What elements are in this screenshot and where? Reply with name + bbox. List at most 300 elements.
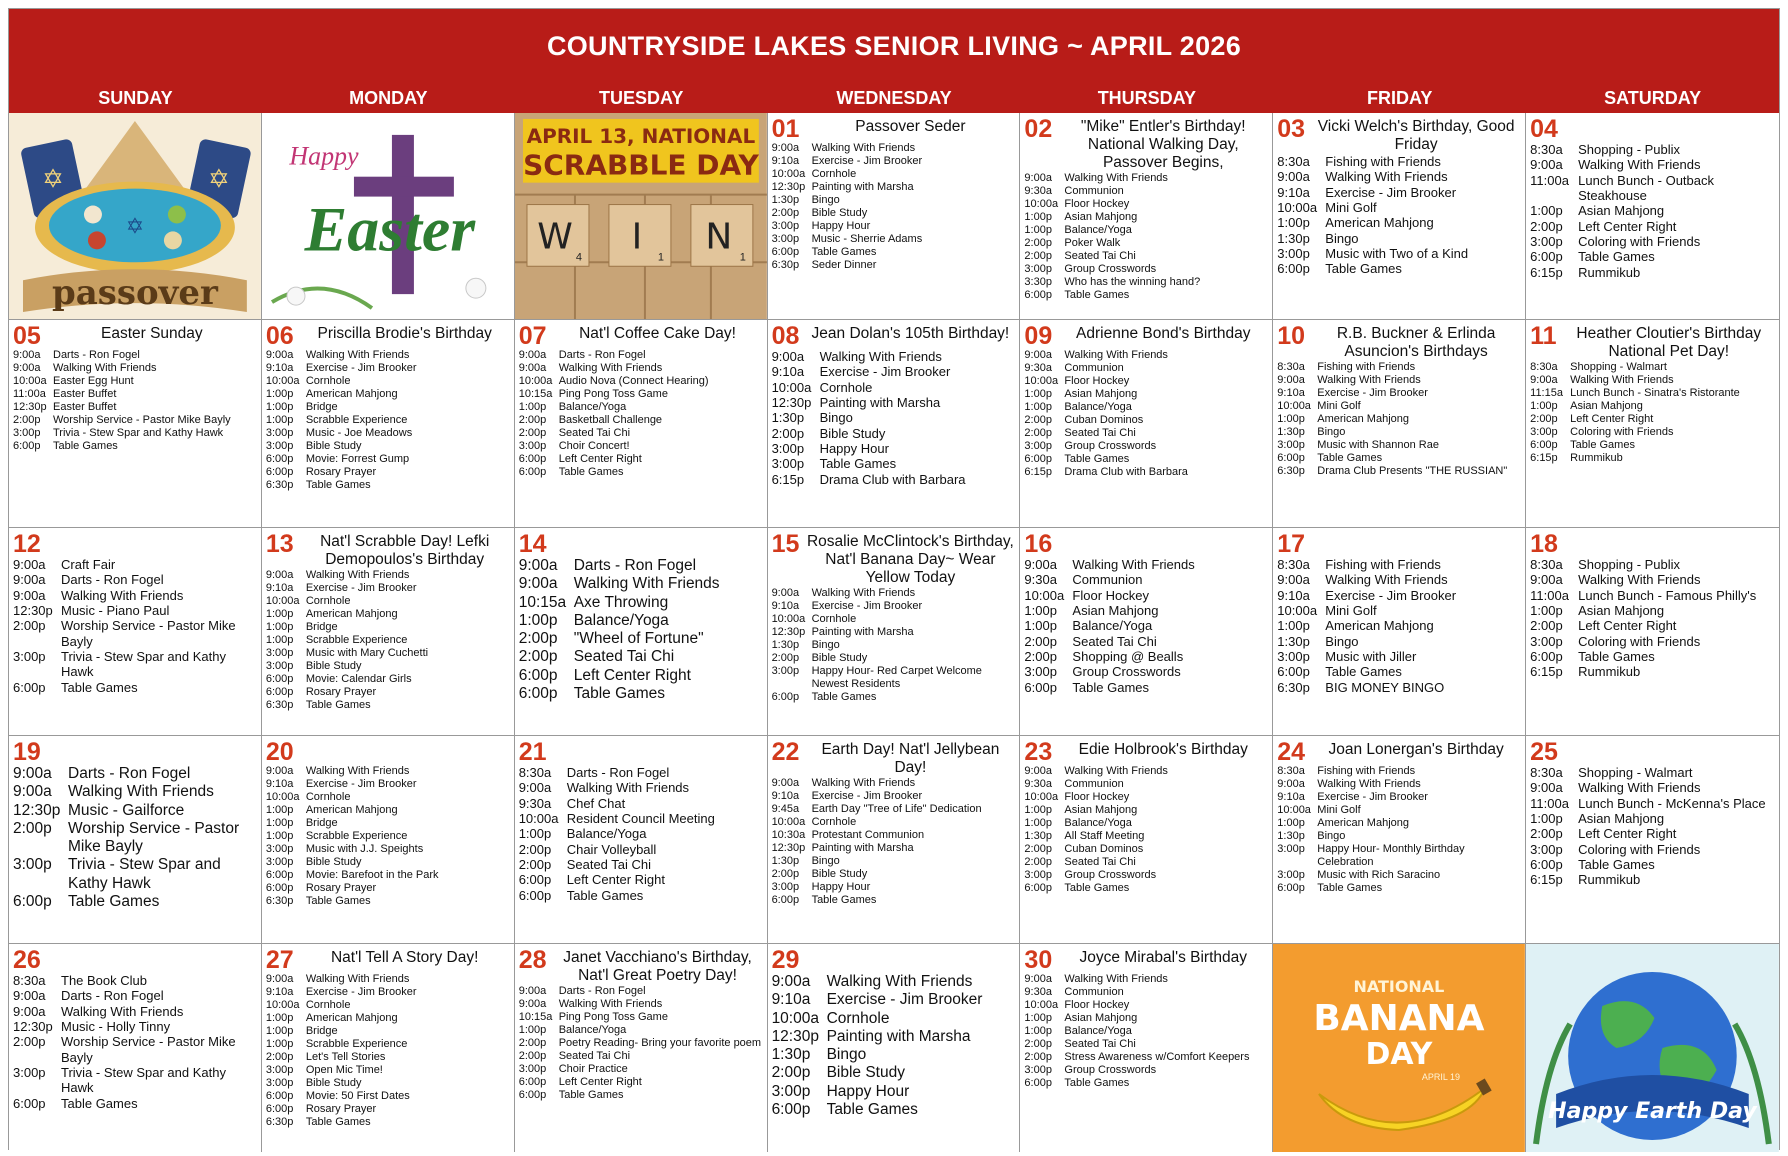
scrabble-line1: APRIL 13, NATIONAL	[526, 123, 755, 148]
event-time: 3:30p	[1024, 275, 1052, 288]
event-item	[1530, 439, 1775, 452]
event-name: Trivia - Stew Spar and Kathy Hawk	[61, 648, 226, 680]
event-item	[519, 842, 763, 857]
event-time: 1:00p	[265, 413, 294, 426]
event-time: 1:00p	[265, 387, 294, 400]
event-list	[266, 569, 510, 712]
event-name: American Mahjong	[1317, 412, 1409, 425]
event-item	[266, 1012, 510, 1025]
event-name: Resident Council Meeting	[566, 810, 715, 826]
event-name: Floor Hockey	[1064, 374, 1130, 387]
day-cell	[1526, 320, 1779, 528]
event-item	[1277, 588, 1521, 603]
event-item	[772, 855, 1016, 868]
event-item	[266, 388, 510, 401]
event-name: Lunch Bunch - Famous Philly's	[1578, 587, 1757, 603]
event-item	[1277, 154, 1521, 169]
day-number: 11	[1530, 322, 1557, 350]
day-title	[300, 740, 510, 741]
event-item	[519, 466, 763, 479]
event-time: 6:00p	[265, 465, 294, 478]
event-time: 6:00p	[265, 868, 294, 881]
event-item	[1530, 826, 1775, 841]
event-time: 3:00p	[265, 1076, 294, 1089]
event-time: 1:30p	[771, 1046, 811, 1064]
event-time: 6:00p	[13, 439, 41, 452]
event-time: 1:00p	[1024, 387, 1052, 400]
event-list	[1277, 557, 1521, 695]
event-time: 9:00a	[13, 572, 46, 588]
event-time: 6:30p	[265, 1115, 294, 1128]
event-name: Left Center Right	[1570, 412, 1654, 425]
event-time: 6:00p	[518, 452, 547, 465]
day-cell	[262, 736, 515, 944]
event-time: 9:45a	[771, 802, 800, 815]
event-name: Fishing with Friends	[1325, 154, 1441, 169]
event-time: 3:00p	[1530, 841, 1563, 857]
event-name: Coloring with Friends	[1578, 633, 1701, 649]
event-item	[1277, 882, 1521, 895]
event-name: Audio Nova (Connect Hearing)	[558, 374, 709, 387]
event-time: 12:30p	[13, 602, 53, 618]
day-cell	[768, 320, 1021, 528]
day-title: Nat'l Coffee Cake Day!	[579, 325, 736, 342]
svg-text:✡: ✡	[42, 164, 64, 195]
event-name: Trivia - Stew Spar and Kathy Hawk	[53, 426, 224, 439]
event-name: Cornhole	[819, 379, 873, 395]
day-cell	[1273, 528, 1526, 736]
event-name: Balance/Yoga	[1072, 618, 1153, 634]
scrabble-tile-letter: I	[631, 216, 642, 258]
event-time: 6:00p	[265, 1102, 294, 1115]
event-item	[772, 246, 1016, 259]
event-time: 3:00p	[1530, 233, 1563, 249]
event-item	[1277, 634, 1521, 649]
event-name: Table Games	[305, 894, 371, 907]
event-item	[1024, 1064, 1268, 1077]
event-item	[519, 826, 763, 841]
event-name: Choir Concert!	[558, 439, 630, 452]
event-item	[13, 649, 257, 680]
event-name: Ping Pong Toss Game	[558, 387, 668, 400]
event-name: Group Crosswords	[1064, 868, 1157, 881]
event-time: 3:00p	[13, 426, 41, 439]
day-title: Easter Sunday	[100, 325, 203, 342]
event-item	[1024, 198, 1268, 211]
day-cell	[262, 944, 515, 1152]
event-name: Walking With Friends	[1072, 557, 1195, 572]
event-time: 2:00p	[1530, 826, 1563, 842]
event-item	[1024, 765, 1268, 778]
event-name: Seder Dinner	[811, 258, 877, 271]
event-time: 1:00p	[265, 607, 294, 620]
event-time: 9:10a	[771, 789, 800, 802]
event-name: Balance/Yoga	[558, 1023, 627, 1036]
event-name: Seated Tai Chi	[573, 648, 675, 666]
event-name: Exercise - Jim Brooker	[1317, 790, 1428, 803]
event-time: 2:00p	[771, 867, 800, 880]
event-item	[1024, 427, 1268, 440]
day-title: Rosalie McClintock's Birthday, Nat'l Banana Day~ Wear Yellow Today	[806, 533, 1014, 586]
event-name: Bingo	[1317, 425, 1346, 438]
event-time: 9:10a	[771, 599, 800, 612]
event-name: Seated Tai Chi	[1072, 633, 1157, 649]
day-header	[772, 117, 1016, 142]
weekday-header: TUESDAY	[598, 88, 684, 108]
scrabble-tile-score: 1	[739, 251, 746, 264]
event-item	[1277, 261, 1521, 276]
event-item	[1024, 289, 1268, 302]
day-number: 19	[13, 738, 41, 766]
event-time: 12:30p	[771, 841, 806, 854]
event-item	[772, 842, 1016, 855]
event-name: Table Games	[1064, 881, 1130, 894]
day-number: 21	[518, 738, 547, 766]
event-name: Darts - Ron Fogel	[68, 765, 191, 782]
event-time: 3:00p	[771, 880, 800, 893]
event-time: 1:00p	[518, 611, 558, 629]
event-time: 1:00p	[265, 633, 294, 646]
event-item	[266, 856, 510, 869]
event-name: Ping Pong Toss Game	[558, 1010, 668, 1023]
event-name: Left Center Right	[558, 452, 642, 465]
event-time: 1:00p	[518, 826, 552, 842]
event-time: 2:00p	[1024, 1037, 1052, 1050]
event-time: 2:00p	[1024, 236, 1052, 249]
event-name: Table Games	[1578, 249, 1655, 265]
day-header	[772, 532, 1016, 587]
event-name: Walking With Friends	[1578, 572, 1701, 588]
event-time: 9:00a	[1530, 157, 1563, 173]
event-time: 10:00a	[265, 374, 300, 387]
event-time: 12:30p	[771, 180, 806, 193]
event-name: Left Center Right	[1578, 218, 1677, 234]
day-number: 09	[1024, 322, 1053, 350]
event-name: Table Games	[61, 679, 138, 695]
event-time: 6:15p	[771, 471, 805, 487]
event-item	[772, 456, 1016, 471]
banana-line3: DAY	[1365, 1036, 1433, 1073]
event-name: Cornhole	[305, 998, 351, 1011]
event-name: Floor Hockey	[1064, 197, 1130, 210]
event-time: 3:00p	[265, 842, 294, 855]
event-item	[519, 414, 763, 427]
event-item	[266, 582, 510, 595]
event-time: 6:00p	[518, 666, 558, 684]
event-item	[1277, 557, 1521, 572]
day-header	[519, 324, 763, 349]
event-item	[1024, 588, 1268, 603]
event-time: 1:00p	[265, 816, 294, 829]
event-time: 6:00p	[265, 1089, 294, 1102]
event-time: 1:00p	[1277, 215, 1310, 231]
event-list	[266, 973, 510, 1129]
event-name: Movie: Forrest Gump	[305, 452, 410, 465]
event-item	[519, 811, 763, 826]
day-number: 22	[771, 738, 800, 766]
event-name: Walking With Friends	[1064, 973, 1168, 985]
event-time: 6:00p	[518, 1075, 547, 1088]
event-name: Fishing with Friends	[1317, 361, 1416, 373]
event-item	[1277, 413, 1521, 426]
event-time: 6:00p	[1024, 288, 1052, 301]
event-name: Asian Mahjong	[1570, 399, 1643, 412]
event-time: 3:00p	[1530, 425, 1558, 438]
event-item	[1277, 830, 1521, 843]
event-item	[1024, 830, 1268, 843]
event-name: Drama Club Presents "THE RUSSIAN"	[1317, 464, 1508, 477]
event-item	[13, 893, 257, 911]
event-name: American Mahjong	[305, 387, 398, 400]
event-name: Worship Service - Pastor Mike Bayly	[61, 1034, 236, 1065]
event-item	[772, 803, 1016, 816]
event-item	[266, 634, 510, 647]
event-time: 2:00p	[1024, 633, 1057, 649]
event-item	[519, 575, 763, 593]
event-item	[266, 1051, 510, 1064]
event-time: 6:15p	[1530, 664, 1563, 680]
event-time: 10:15a	[518, 1010, 553, 1023]
event-item	[519, 872, 763, 887]
event-time: 2:00p	[1024, 842, 1052, 855]
event-name: Table Games	[68, 892, 160, 910]
event-time: 9:30a	[1024, 184, 1052, 197]
earth-caption: Happy Earth Day	[1548, 1099, 1757, 1124]
event-item	[1024, 1025, 1268, 1038]
event-item	[266, 778, 510, 791]
event-time: 10:15a	[518, 387, 553, 400]
event-name: Cornhole	[811, 612, 857, 625]
weekday-header: SATURDAY	[1604, 88, 1702, 108]
event-time: 9:30a	[1024, 777, 1052, 790]
event-name: Bible Study	[811, 206, 868, 219]
event-time: 9:00a	[518, 985, 547, 997]
event-item	[772, 790, 1016, 803]
event-item	[266, 869, 510, 882]
event-time: 2:00p	[1024, 1050, 1052, 1063]
weekday-header: THURSDAY	[1097, 88, 1197, 108]
event-time: 1:00p	[1024, 602, 1057, 618]
day-title: Nat'l Scrabble Day! Lefki Demopoulos's Birthday	[320, 533, 490, 568]
calendar	[8, 8, 1780, 1150]
event-item	[266, 375, 510, 388]
day-number: 25	[1530, 738, 1558, 766]
event-time: 3:00p	[1024, 868, 1052, 881]
event-time: 1:00p	[1024, 803, 1052, 816]
event-item	[1530, 618, 1775, 633]
event-item	[772, 665, 1016, 691]
event-item	[1530, 157, 1775, 172]
event-name: Earth Day "Tree of Life" Dedication	[811, 802, 982, 815]
event-item	[1024, 603, 1268, 618]
event-time: 6:00p	[518, 684, 558, 702]
event-item	[266, 660, 510, 673]
event-name: Balance/Yoga	[1064, 1024, 1132, 1037]
event-name: Darts - Ron Fogel	[558, 349, 646, 361]
event-item	[13, 1096, 257, 1111]
event-time: 3:00p	[1024, 664, 1057, 680]
event-time: 9:10a	[771, 991, 811, 1009]
event-list	[1024, 973, 1268, 1090]
event-time: 2:00p	[771, 425, 805, 441]
event-time: 1:00p	[1530, 810, 1563, 826]
event-time: 2:00p	[771, 1064, 811, 1082]
event-name: Cornhole	[305, 790, 351, 803]
event-item	[1530, 780, 1775, 795]
scrabble-tile-score: 1	[657, 251, 664, 264]
event-time: 1:00p	[265, 620, 294, 633]
event-item	[1530, 413, 1775, 426]
banana-day-image	[1273, 944, 1526, 1152]
event-item	[519, 427, 763, 440]
day-title: Joyce Mirabal's Birthday	[1079, 949, 1247, 966]
event-name: Group Crosswords	[1072, 664, 1181, 680]
event-name: Bridge	[305, 816, 338, 829]
event-name: Asian Mahjong	[1064, 387, 1138, 400]
event-time: 2:00p	[518, 426, 547, 439]
event-time: 9:00a	[518, 361, 547, 374]
event-time: 9:30a	[1024, 985, 1052, 998]
event-item	[772, 639, 1016, 652]
event-name: Table Games	[811, 245, 877, 258]
event-time: 9:00a	[771, 973, 811, 990]
event-name: Worship Service - Pastor Mike Bayly	[61, 618, 236, 649]
event-time: 3:00p	[265, 426, 294, 439]
event-time: 1:00p	[1024, 210, 1052, 223]
event-time: 9:10a	[1277, 386, 1305, 399]
event-item	[772, 587, 1016, 600]
event-item	[1530, 634, 1775, 649]
scrabble-tile-score: 4	[575, 251, 582, 264]
day-cell	[768, 528, 1021, 736]
event-time: 2:00p	[771, 651, 800, 664]
day-cell	[515, 528, 768, 736]
day-cell	[9, 528, 262, 736]
event-item	[1024, 680, 1268, 695]
event-time: 9:00a	[518, 997, 547, 1010]
event-name: Asian Mahjong	[1072, 602, 1159, 618]
event-name: Bingo	[826, 1046, 867, 1064]
event-item	[1277, 804, 1521, 817]
event-name: American Mahjong	[305, 1011, 398, 1024]
event-name: Mini Golf	[1317, 803, 1361, 816]
event-time: 6:00p	[518, 872, 552, 888]
event-time: 9:00a	[1277, 572, 1310, 588]
event-item	[266, 843, 510, 856]
event-item	[266, 804, 510, 817]
event-time: 1:30p	[1024, 829, 1052, 842]
event-item	[1024, 843, 1268, 856]
event-item	[266, 765, 510, 778]
event-item	[519, 440, 763, 453]
event-time: 6:00p	[13, 892, 52, 910]
event-time: 9:00a	[1277, 777, 1305, 790]
event-list	[1277, 154, 1521, 277]
event-time: 6:30p	[265, 478, 294, 491]
day-cell	[1526, 113, 1779, 320]
day-header	[1530, 532, 1775, 557]
event-time: 2:00p	[1024, 249, 1052, 262]
event-item	[13, 603, 257, 618]
event-name: Walking With Friends	[305, 973, 410, 985]
event-name: Who has the winning hand?	[1064, 275, 1201, 288]
event-name: Exercise - Jim Brooker	[1325, 184, 1457, 200]
event-name: Let's Tell Stories	[305, 1050, 386, 1063]
event-time: 6:00p	[1024, 881, 1052, 894]
event-list	[772, 142, 1016, 272]
event-time: 2:00p	[265, 1050, 294, 1063]
event-name: Walking With Friends	[811, 587, 916, 599]
event-time: 9:00a	[1024, 765, 1052, 777]
day-number: 24	[1277, 738, 1306, 766]
event-time: 9:00a	[518, 349, 547, 361]
event-item	[1024, 986, 1268, 999]
event-item	[1530, 203, 1775, 218]
event-name: Exercise - Jim Brooker	[811, 789, 923, 802]
event-name: Group Crosswords	[1064, 262, 1157, 275]
day-header	[1277, 117, 1521, 154]
event-time: 11:00a	[13, 387, 46, 400]
event-time: 1:30p	[771, 410, 805, 426]
event-name: Walking With Friends	[558, 361, 663, 374]
event-item	[1024, 664, 1268, 679]
event-name: Floor Hockey	[1072, 587, 1149, 603]
event-item	[266, 362, 510, 375]
event-item	[1024, 973, 1268, 986]
event-item	[1277, 387, 1521, 400]
event-time: 3:00p	[265, 659, 294, 672]
event-time: 9:00a	[265, 349, 294, 361]
event-item	[772, 626, 1016, 639]
event-name: Left Center Right	[566, 872, 665, 888]
event-item	[519, 1011, 763, 1024]
event-time: 9:00a	[13, 587, 46, 603]
event-list	[772, 973, 1016, 1119]
event-time: 10:00a	[518, 810, 559, 826]
event-item	[1024, 263, 1268, 276]
event-item	[772, 691, 1016, 704]
day-title	[1564, 117, 1775, 118]
event-time: 1:00p	[1024, 400, 1052, 413]
day-number: 23	[1024, 738, 1053, 766]
event-time: 9:00a	[1277, 169, 1310, 185]
event-name: Table Games	[305, 1115, 371, 1128]
event-name: Happy Hour- Red Carpet Welcome Newest Residents	[811, 664, 982, 690]
event-item	[13, 1004, 257, 1019]
event-name: American Mahjong	[305, 803, 398, 816]
event-name: Balance/Yoga	[1064, 223, 1132, 236]
event-item	[1277, 572, 1521, 587]
event-time: 9:10a	[1277, 790, 1305, 803]
event-item	[266, 466, 510, 479]
event-item	[1024, 276, 1268, 289]
event-time: 10:00a	[771, 167, 806, 180]
event-name: Painting with Marsha	[811, 841, 914, 854]
event-time: 8:30a	[1277, 154, 1310, 169]
event-item	[1530, 811, 1775, 826]
event-time: 1:00p	[265, 400, 294, 413]
event-item	[13, 349, 257, 362]
event-item	[1277, 246, 1521, 261]
event-item	[1277, 169, 1521, 184]
day-title	[47, 740, 257, 741]
event-item	[519, 401, 763, 414]
event-name: Music - Piano Paul	[61, 602, 170, 618]
event-name: Stress Awareness w/Comfort Keepers	[1064, 1050, 1250, 1063]
event-name: Movie: Barefoot in the Park	[305, 868, 439, 881]
event-item	[1277, 452, 1521, 465]
event-name: Table Games	[53, 439, 118, 452]
